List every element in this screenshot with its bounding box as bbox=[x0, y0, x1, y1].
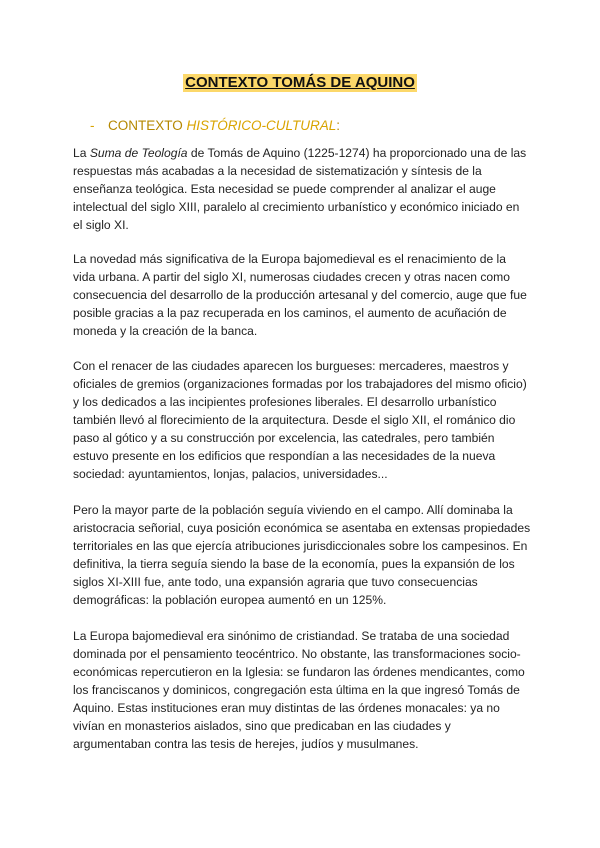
work-title: Suma de Teología bbox=[89, 146, 188, 160]
paragraph-5: La Europa bajomedieval era sinónimo de cristiandad. Se trataba de una sociedad dominada por el pensamiento teocéntrico. No obstante, las transformaciones socio-económicas repercutieron en la Iglesia: se fundaron las órdenes mendicantes, como los franciscanos y dominicos, congregación esta última en la que ingresó Tomás de Aquino. Estas instituciones eran muy distintas de las órdenes monacales: ya no vivían en monasterios aislados, sino que predicaban en las ciudades y argumentaban contra las tesis de herejes, judíos y musulmanes. bbox=[73, 629, 525, 751]
paragraph-1 bbox=[73, 144, 531, 234]
paragraph-2: La novedad más significativa de la Europa bajomedieval es el renacimiento de la vida urbana. A partir del siglo XI, numerosas ciudades crecen y otras nacen como consecuencia del desarrollo de la producción artesanal y del comercio, auge que fue posible gracias a la paz recuperada en los caminos, el aumento de acuñación de moneda y la creación de la banca. bbox=[73, 252, 527, 338]
section-heading-prefix: CONTEXTO bbox=[108, 118, 187, 133]
paragraph-1-lead: La bbox=[73, 146, 90, 160]
section-heading-emphasis: HISTÓRICO-CULTURAL bbox=[186, 118, 337, 133]
paragraph-1-rest: de Tomás de Aquino (1225-1274) ha proporcionado una de las respuestas más acabadas a la necesidad de sistematización y síntesis de la enseñanza teológica. Esta necesidad se puede comprender al analizar el auge intelectual del siglo XIII, paralelo al crecimiento urbanístico y económico iniciado en el siglo XI. bbox=[73, 146, 527, 232]
paragraph-4: Pero la mayor parte de la población seguía viviendo en el campo. Allí dominaba la aristocracia señorial, cuya posición económica se asentaba en extensas propiedades territoriales en las que ejercía atribuciones jurisdiccionales sobre los campesinos. En definitiva, la tierra seguía siendo la base de la economía, pues la expansión de los siglos XI-XIII fue, ante todo, una expansión agraria que tuvo consecuencias demográficas: la población europea aumentó en un 125%. bbox=[73, 503, 531, 607]
paragraph-3: Con el renacer de las ciudades aparecen los burgueses: mercaderes, maestros y oficiales de gremios (organizaciones formadas por los trabajadores del mismo oficio) y los dedicados a las incipientes profesiones liberales. El desarrollo urbanístico también llevó al florecimiento de la arquitectura. Desde el siglo XII, el románico dio paso al gótico y a su construcción por excelencia, las catedrales, pero también estuvo presente en los edificios que respondían a las necesidades de la nueva sociedad: ayuntamientos, lonjas, palacios, universidades... bbox=[73, 359, 527, 481]
document-title: CONTEXTO TOMÁS DE AQUINO bbox=[185, 74, 415, 91]
section-heading bbox=[90, 117, 340, 135]
section-heading-suffix: : bbox=[336, 118, 341, 133]
title-wrap bbox=[0, 74, 600, 92]
section-bullet-dash: - bbox=[90, 118, 95, 133]
